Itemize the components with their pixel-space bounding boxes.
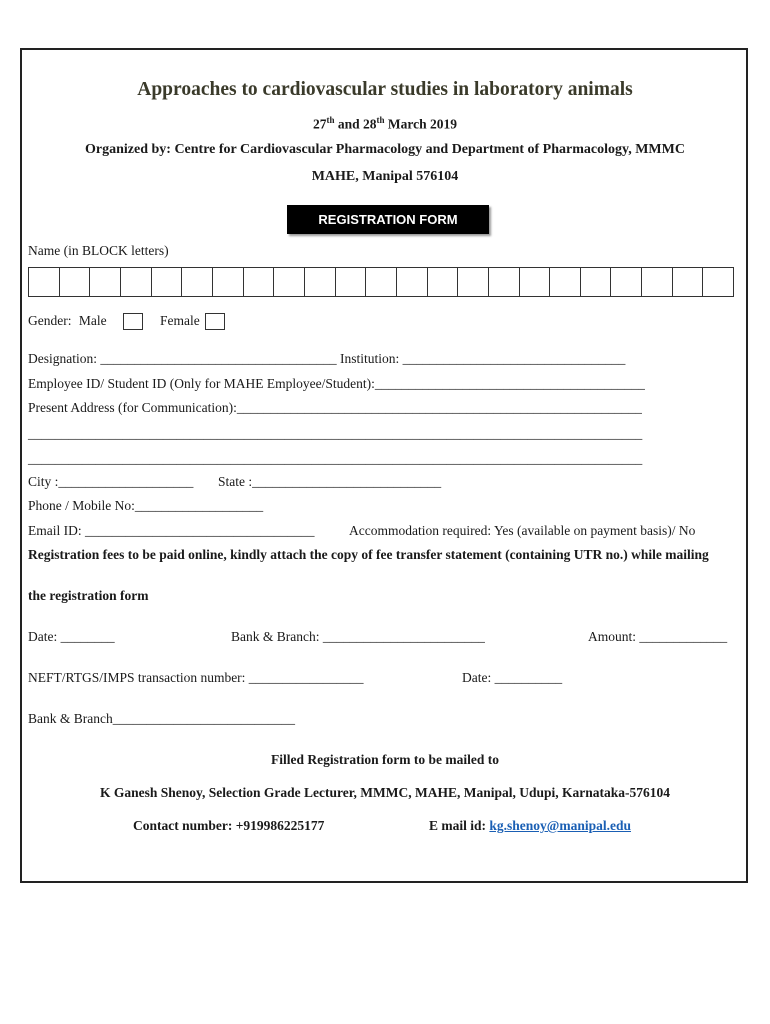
fees-note-continued: the registration form	[28, 588, 149, 603]
accommodation-field[interactable]: Accommodation required: Yes (available on payment basis)/ No	[349, 523, 696, 538]
name-letter-cell[interactable]	[213, 268, 244, 296]
name-letter-cell[interactable]	[244, 268, 275, 296]
female-label: Female	[159, 313, 200, 328]
name-letter-cell[interactable]	[520, 268, 551, 296]
contact-email	[429, 818, 631, 834]
present-address-field[interactable]: Present Address (for Communication):____________________________________________________________	[28, 400, 642, 415]
fees-note: Registration fees to be paid online, kindly attach the copy of fee transfer statement (containing UTR no.) while mailing	[28, 547, 709, 562]
organizer-address: MAHE, Manipal 576104	[311, 169, 459, 184]
address-line-2[interactable]: ___________________________________________________________________________________________	[28, 426, 643, 441]
address-line-3[interactable]: ___________________________________________________________________________________________	[28, 451, 643, 466]
phone-field[interactable]: Phone / Mobile No:___________________	[28, 498, 264, 513]
name-letter-cell[interactable]	[673, 268, 704, 296]
female-checkbox[interactable]	[205, 313, 225, 330]
name-letter-cell[interactable]	[29, 268, 60, 296]
contact-number: Contact number: +919986225177	[133, 818, 325, 833]
name-letter-cell[interactable]	[611, 268, 642, 296]
name-letter-cell[interactable]	[428, 268, 459, 296]
transaction-date-field[interactable]: Date: __________	[462, 670, 563, 685]
name-letter-cell[interactable]	[60, 268, 91, 296]
name-letter-cell[interactable]	[642, 268, 673, 296]
gender-label: Gender:	[28, 313, 72, 328]
city-field[interactable]: City :____________________	[28, 474, 194, 489]
transaction-number-field[interactable]: NEFT/RTGS/IMPS transaction number: _________________	[28, 670, 364, 685]
name-letter-cell[interactable]	[550, 268, 581, 296]
name-label: Name (in BLOCK letters)	[28, 243, 169, 258]
name-letter-cell[interactable]	[121, 268, 152, 296]
name-letter-cell[interactable]	[274, 268, 305, 296]
state-field[interactable]: State :____________________________	[218, 474, 442, 489]
name-letter-cell[interactable]	[366, 268, 397, 296]
male-label: Male	[78, 313, 107, 328]
name-letter-cell[interactable]	[489, 268, 520, 296]
name-letter-cell[interactable]	[703, 268, 733, 296]
male-checkbox[interactable]	[123, 313, 143, 330]
amount-field[interactable]: Amount: _____________	[588, 629, 728, 644]
email-label: E mail id:	[429, 818, 490, 833]
name-letter-cell[interactable]	[458, 268, 489, 296]
mail-instruction: Filled Registration form to be mailed to	[271, 752, 499, 767]
payment-date-field[interactable]: Date: ________	[28, 629, 115, 644]
email-link[interactable]: kg.shenoy@manipal.edu	[489, 818, 631, 833]
name-letter-cell[interactable]	[152, 268, 183, 296]
bank-branch-field[interactable]: Bank & Branch___________________________	[28, 711, 295, 726]
name-letter-cell[interactable]	[581, 268, 612, 296]
gender-row	[28, 313, 225, 330]
name-letter-cell[interactable]	[397, 268, 428, 296]
contact-person: K Ganesh Shenoy, Selection Grade Lecturer, MMMC, MAHE, Manipal, Udupi, Karnataka-576104	[99, 785, 670, 800]
event-dates: 27th and 28th March 2019	[312, 115, 458, 132]
name-letter-grid[interactable]	[28, 267, 734, 297]
name-letter-cell[interactable]	[336, 268, 367, 296]
payment-bank-branch-field[interactable]: Bank & Branch: ________________________	[231, 629, 485, 644]
employee-id-field[interactable]: Employee ID/ Student ID (Only for MAHE Employee/Student):________________________________________	[28, 376, 645, 391]
email-field[interactable]: Email ID: __________________________________	[28, 523, 315, 538]
name-letter-cell[interactable]	[182, 268, 213, 296]
name-letter-cell[interactable]	[90, 268, 121, 296]
name-letter-cell[interactable]	[305, 268, 336, 296]
event-title: Approaches to cardiovascular studies in laboratory animals	[137, 79, 633, 100]
registration-form-banner: REGISTRATION FORM	[287, 205, 489, 234]
organizer-line: Organized by: Centre for Cardiovascular Pharmacology and Department of Pharmacology, MMMC	[85, 142, 685, 157]
designation-field[interactable]: Designation: ___________________________________ Institution: _________________________________	[28, 351, 626, 366]
